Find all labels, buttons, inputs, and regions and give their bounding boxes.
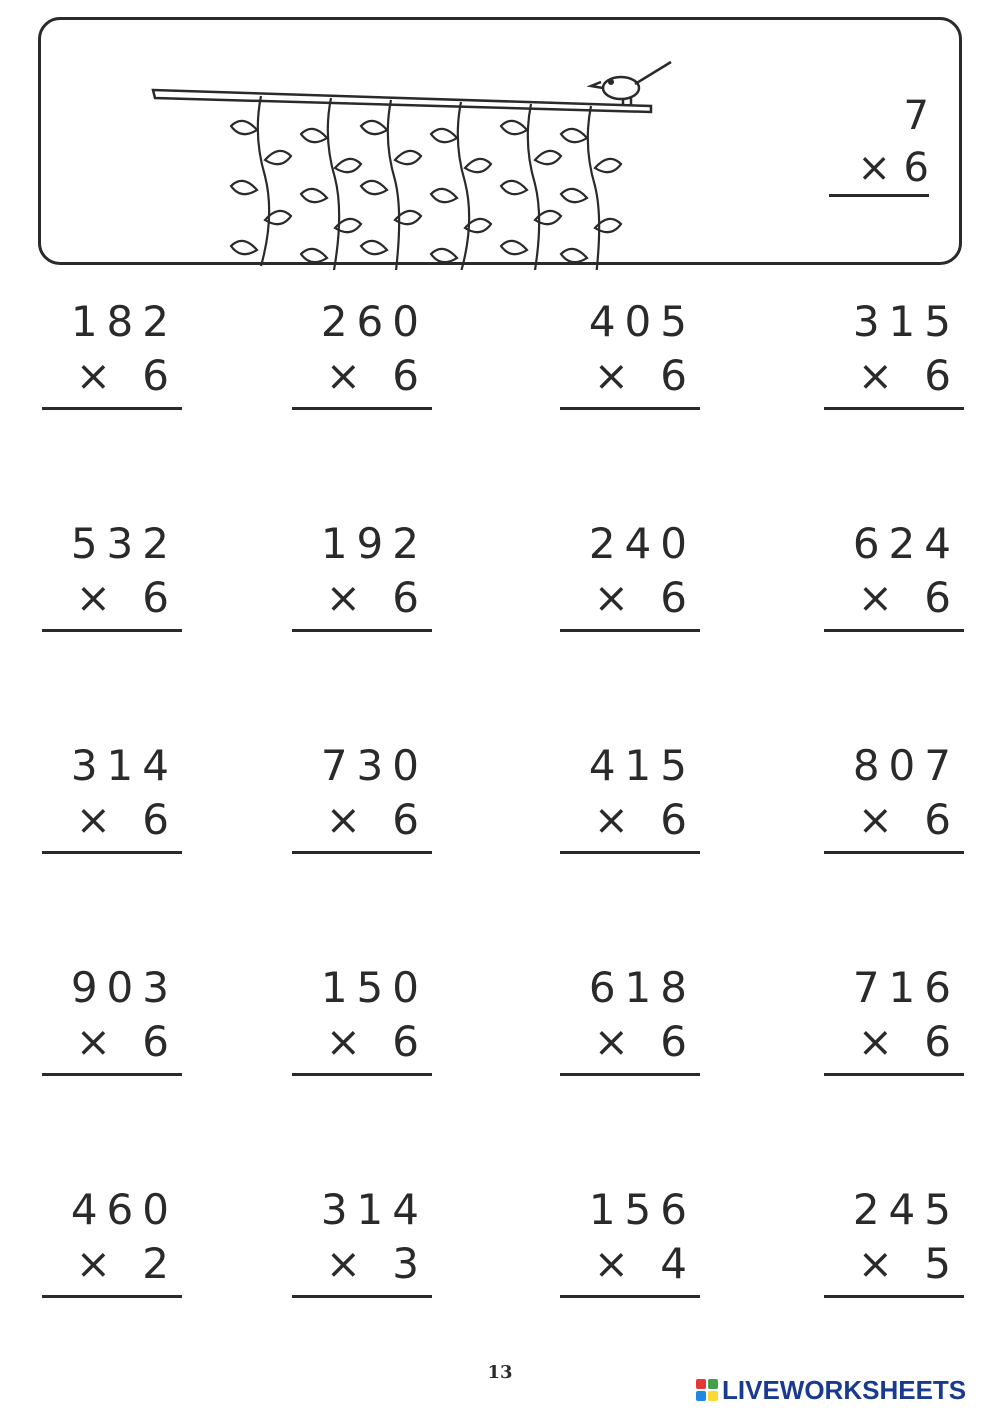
example-top: 7 bbox=[903, 93, 929, 139]
multiplier: × 2 bbox=[75, 1239, 178, 1288]
multiplication-problem bbox=[560, 1183, 700, 1298]
answer-line bbox=[292, 629, 432, 632]
brand-text: LIVEWORKSHEETS bbox=[722, 1374, 967, 1405]
multiplicand: 618 bbox=[588, 963, 696, 1012]
multiplication-problem bbox=[824, 961, 964, 1076]
answer-line bbox=[824, 851, 964, 854]
multiplication-problem bbox=[560, 739, 700, 854]
answer-line bbox=[292, 1073, 432, 1076]
answer-line bbox=[560, 407, 700, 410]
answer-line bbox=[42, 407, 182, 410]
multiplier: × 6 bbox=[593, 1017, 696, 1066]
answer-line bbox=[42, 1073, 182, 1076]
multiplier: × 6 bbox=[857, 795, 960, 844]
answer-line bbox=[292, 851, 432, 854]
illustration-box bbox=[38, 17, 962, 265]
multiplication-problem bbox=[560, 295, 700, 410]
answer-line bbox=[560, 1295, 700, 1298]
multiplicand: 624 bbox=[852, 519, 960, 568]
multiplication-problem bbox=[42, 517, 182, 632]
multiplicand: 460 bbox=[70, 1185, 178, 1234]
multiplier: × 6 bbox=[75, 1017, 178, 1066]
answer-line bbox=[824, 629, 964, 632]
answer-line bbox=[560, 851, 700, 854]
multiplicand: 192 bbox=[320, 519, 428, 568]
multiplier: × 6 bbox=[75, 573, 178, 622]
answer-line bbox=[560, 629, 700, 632]
multiplicand: 314 bbox=[320, 1185, 428, 1234]
multiplication-problem bbox=[42, 961, 182, 1076]
example-bottom: × 6 bbox=[857, 145, 929, 191]
answer-line bbox=[824, 1295, 964, 1298]
multiplication-problem bbox=[560, 517, 700, 632]
multiplication-problem bbox=[824, 739, 964, 854]
multiplicand: 415 bbox=[588, 741, 696, 790]
multiplicand: 314 bbox=[70, 741, 178, 790]
bird-icon bbox=[591, 62, 671, 106]
multiplier: × 6 bbox=[325, 573, 428, 622]
multiplicand: 730 bbox=[320, 741, 428, 790]
multiplicand: 405 bbox=[588, 297, 696, 346]
page-number: 13 bbox=[487, 1362, 513, 1383]
multiplier: × 6 bbox=[75, 351, 178, 400]
multiplier: × 6 bbox=[325, 351, 428, 400]
multiplicand: 260 bbox=[320, 297, 428, 346]
multiplication-problem bbox=[42, 295, 182, 410]
multiplier: × 6 bbox=[593, 795, 696, 844]
multiplier: × 6 bbox=[857, 573, 960, 622]
multiplier: × 6 bbox=[75, 795, 178, 844]
answer-line bbox=[42, 1295, 182, 1298]
example-underline bbox=[829, 194, 929, 197]
brand-footer bbox=[696, 1374, 966, 1406]
answer-line bbox=[42, 629, 182, 632]
multiplier: × 6 bbox=[325, 1017, 428, 1066]
multiplication-problem bbox=[292, 517, 432, 632]
vines-bird-illustration bbox=[151, 40, 711, 270]
multiplier: × 6 bbox=[857, 1017, 960, 1066]
multiplication-problem bbox=[42, 739, 182, 854]
multiplier: × 6 bbox=[325, 795, 428, 844]
multiplication-problem bbox=[42, 1183, 182, 1298]
multiplicand: 240 bbox=[588, 519, 696, 568]
multiplicand: 156 bbox=[588, 1185, 696, 1234]
multiplication-problem bbox=[292, 739, 432, 854]
multiplier: × 6 bbox=[593, 351, 696, 400]
multiplier: × 4 bbox=[593, 1239, 696, 1288]
multiplicand: 532 bbox=[70, 519, 178, 568]
multiplier: × 6 bbox=[857, 351, 960, 400]
liveworksheets-logo-icon bbox=[696, 1379, 718, 1401]
answer-line bbox=[560, 1073, 700, 1076]
multiplication-problem bbox=[560, 961, 700, 1076]
example-problem bbox=[819, 90, 929, 197]
answer-line bbox=[824, 1073, 964, 1076]
multiplicand: 150 bbox=[320, 963, 428, 1012]
answer-line bbox=[292, 407, 432, 410]
answer-line bbox=[824, 407, 964, 410]
multiplication-problem bbox=[292, 1183, 432, 1298]
answer-line bbox=[42, 851, 182, 854]
multiplicand: 807 bbox=[852, 741, 960, 790]
multiplier: × 6 bbox=[593, 573, 696, 622]
multiplicand: 903 bbox=[70, 963, 178, 1012]
multiplication-problem bbox=[292, 295, 432, 410]
multiplicand: 716 bbox=[852, 963, 960, 1012]
multiplication-problem bbox=[824, 1183, 964, 1298]
multiplicand: 245 bbox=[852, 1185, 960, 1234]
multiplication-problem bbox=[824, 517, 964, 632]
multiplicand: 182 bbox=[70, 297, 178, 346]
answer-line bbox=[292, 1295, 432, 1298]
multiplicand: 315 bbox=[852, 297, 960, 346]
multiplication-problem bbox=[824, 295, 964, 410]
multiplier: × 3 bbox=[325, 1239, 428, 1288]
multiplier: × 5 bbox=[857, 1239, 960, 1288]
multiplication-problem bbox=[292, 961, 432, 1076]
